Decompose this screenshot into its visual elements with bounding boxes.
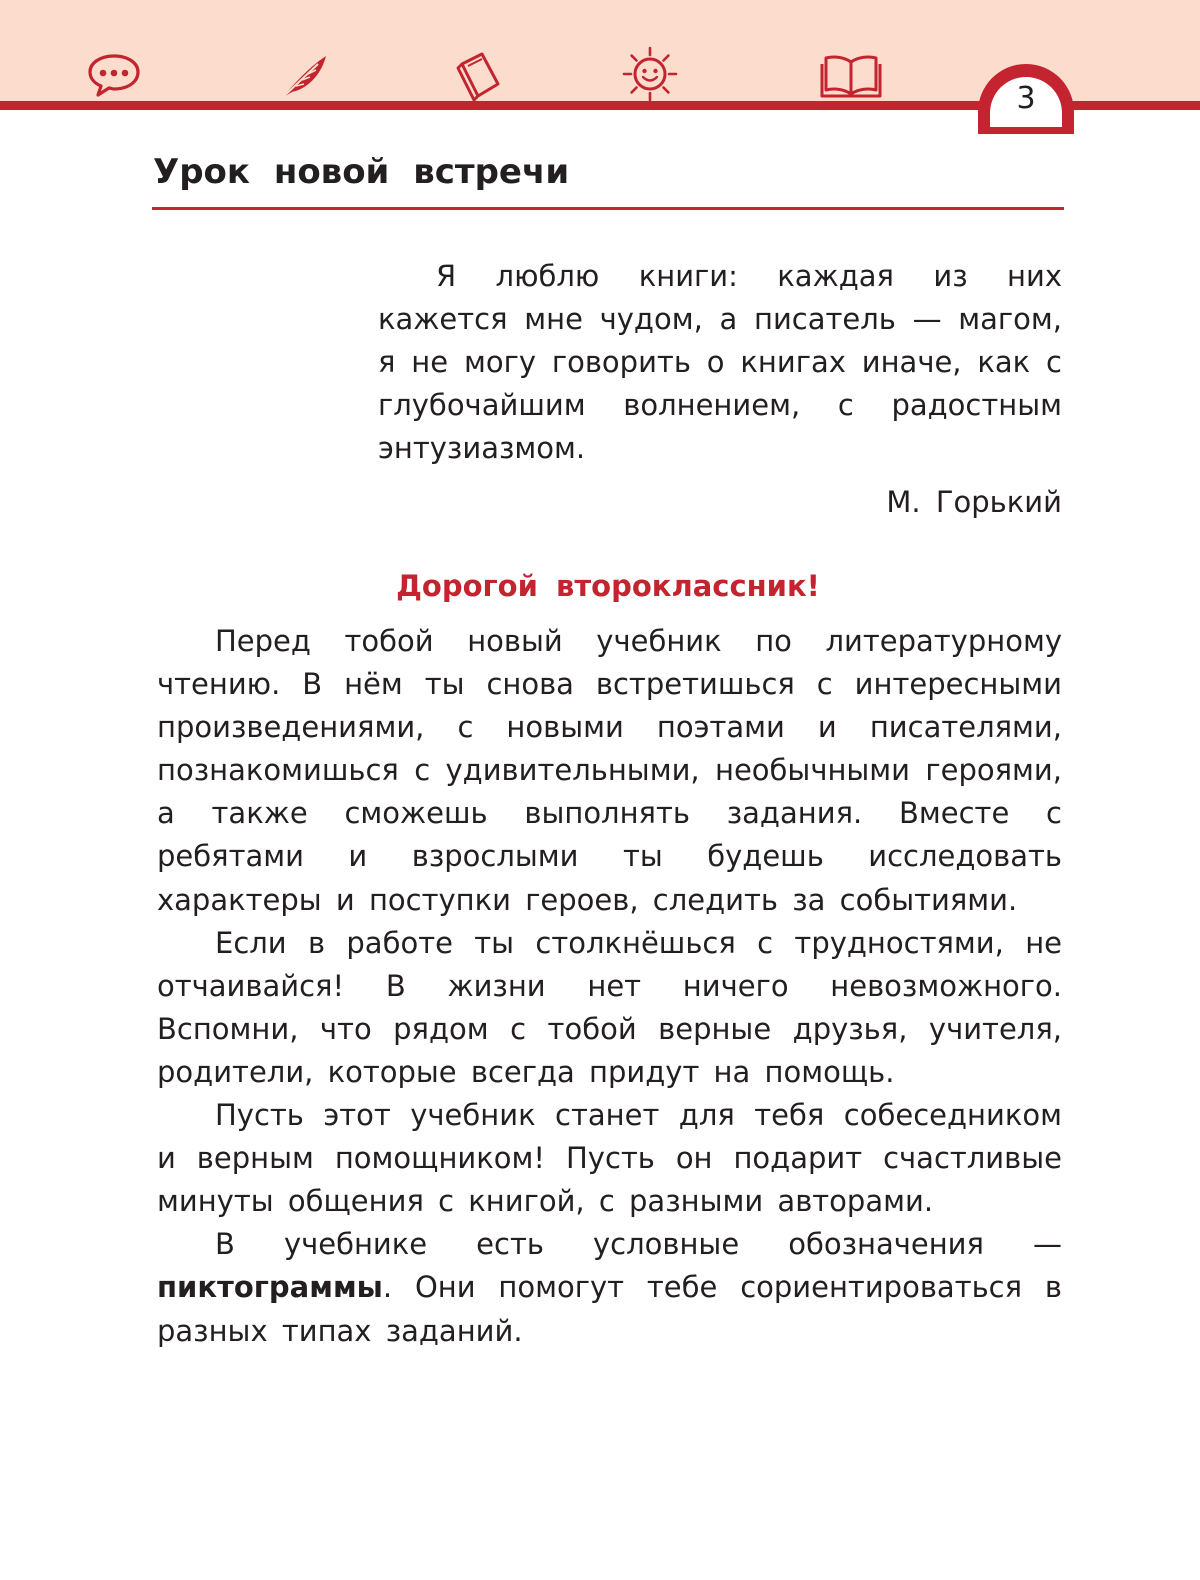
title-rule	[152, 207, 1064, 210]
epigraph-quote: Я люблю книги: каждая из них кажется мне чудом, а писатель — магом, я не могу говорить о книгах иначе, как с глубочайшим волнением, с радостным энтузиазмом.	[378, 259, 1062, 465]
lesson-title: Урок новой встречи	[153, 152, 570, 192]
open-book-icon	[818, 44, 884, 104]
epigraph	[378, 255, 1062, 470]
sun-icon	[620, 44, 680, 104]
feather-icon	[274, 44, 334, 104]
page-number: 3	[1016, 81, 1036, 116]
letter-body	[157, 620, 1062, 1353]
letter-paragraph-last	[157, 1223, 1062, 1352]
epigraph-author: М. Горький	[886, 485, 1062, 519]
last-paragraph-start: В учебнике есть условные обозначения —	[215, 1227, 1062, 1262]
letter-paragraph: Пусть этот учебник станет для тебя собеседником и верным помощником! Пусть он подарит счастливые минуты общения с книгой, с разными авторами.	[157, 1098, 1062, 1219]
letter-paragraph: Если в работе ты столкнёшься с трудностями, не отчаивайся! В жизни нет ничего невозможного. Вспомни, что рядом с тобой верные друзья, учителя, родители, которые всегда придут на помощь.	[157, 925, 1062, 1089]
speech-bubble-icon	[84, 44, 144, 104]
book-closed-icon	[448, 44, 508, 104]
greeting-heading: Дорогой второклассник!	[396, 569, 820, 603]
last-paragraph-end: . Они помогут тебе сориентироваться в разных типах заданий.	[157, 1270, 1062, 1348]
pictograms-term: пиктограммы	[157, 1270, 383, 1305]
letter-paragraph: Перед тобой новый учебник по литературному чтению. В нём ты снова встретишься с интересными произведениями, с новыми поэтами и писателями, познакомишься с удивительными, необычными героями, а также сможешь выполнять задания. Вместе с ребятами и взрослыми ты будешь исследовать характеры и поступки героев, следить за событиями.	[157, 624, 1062, 917]
